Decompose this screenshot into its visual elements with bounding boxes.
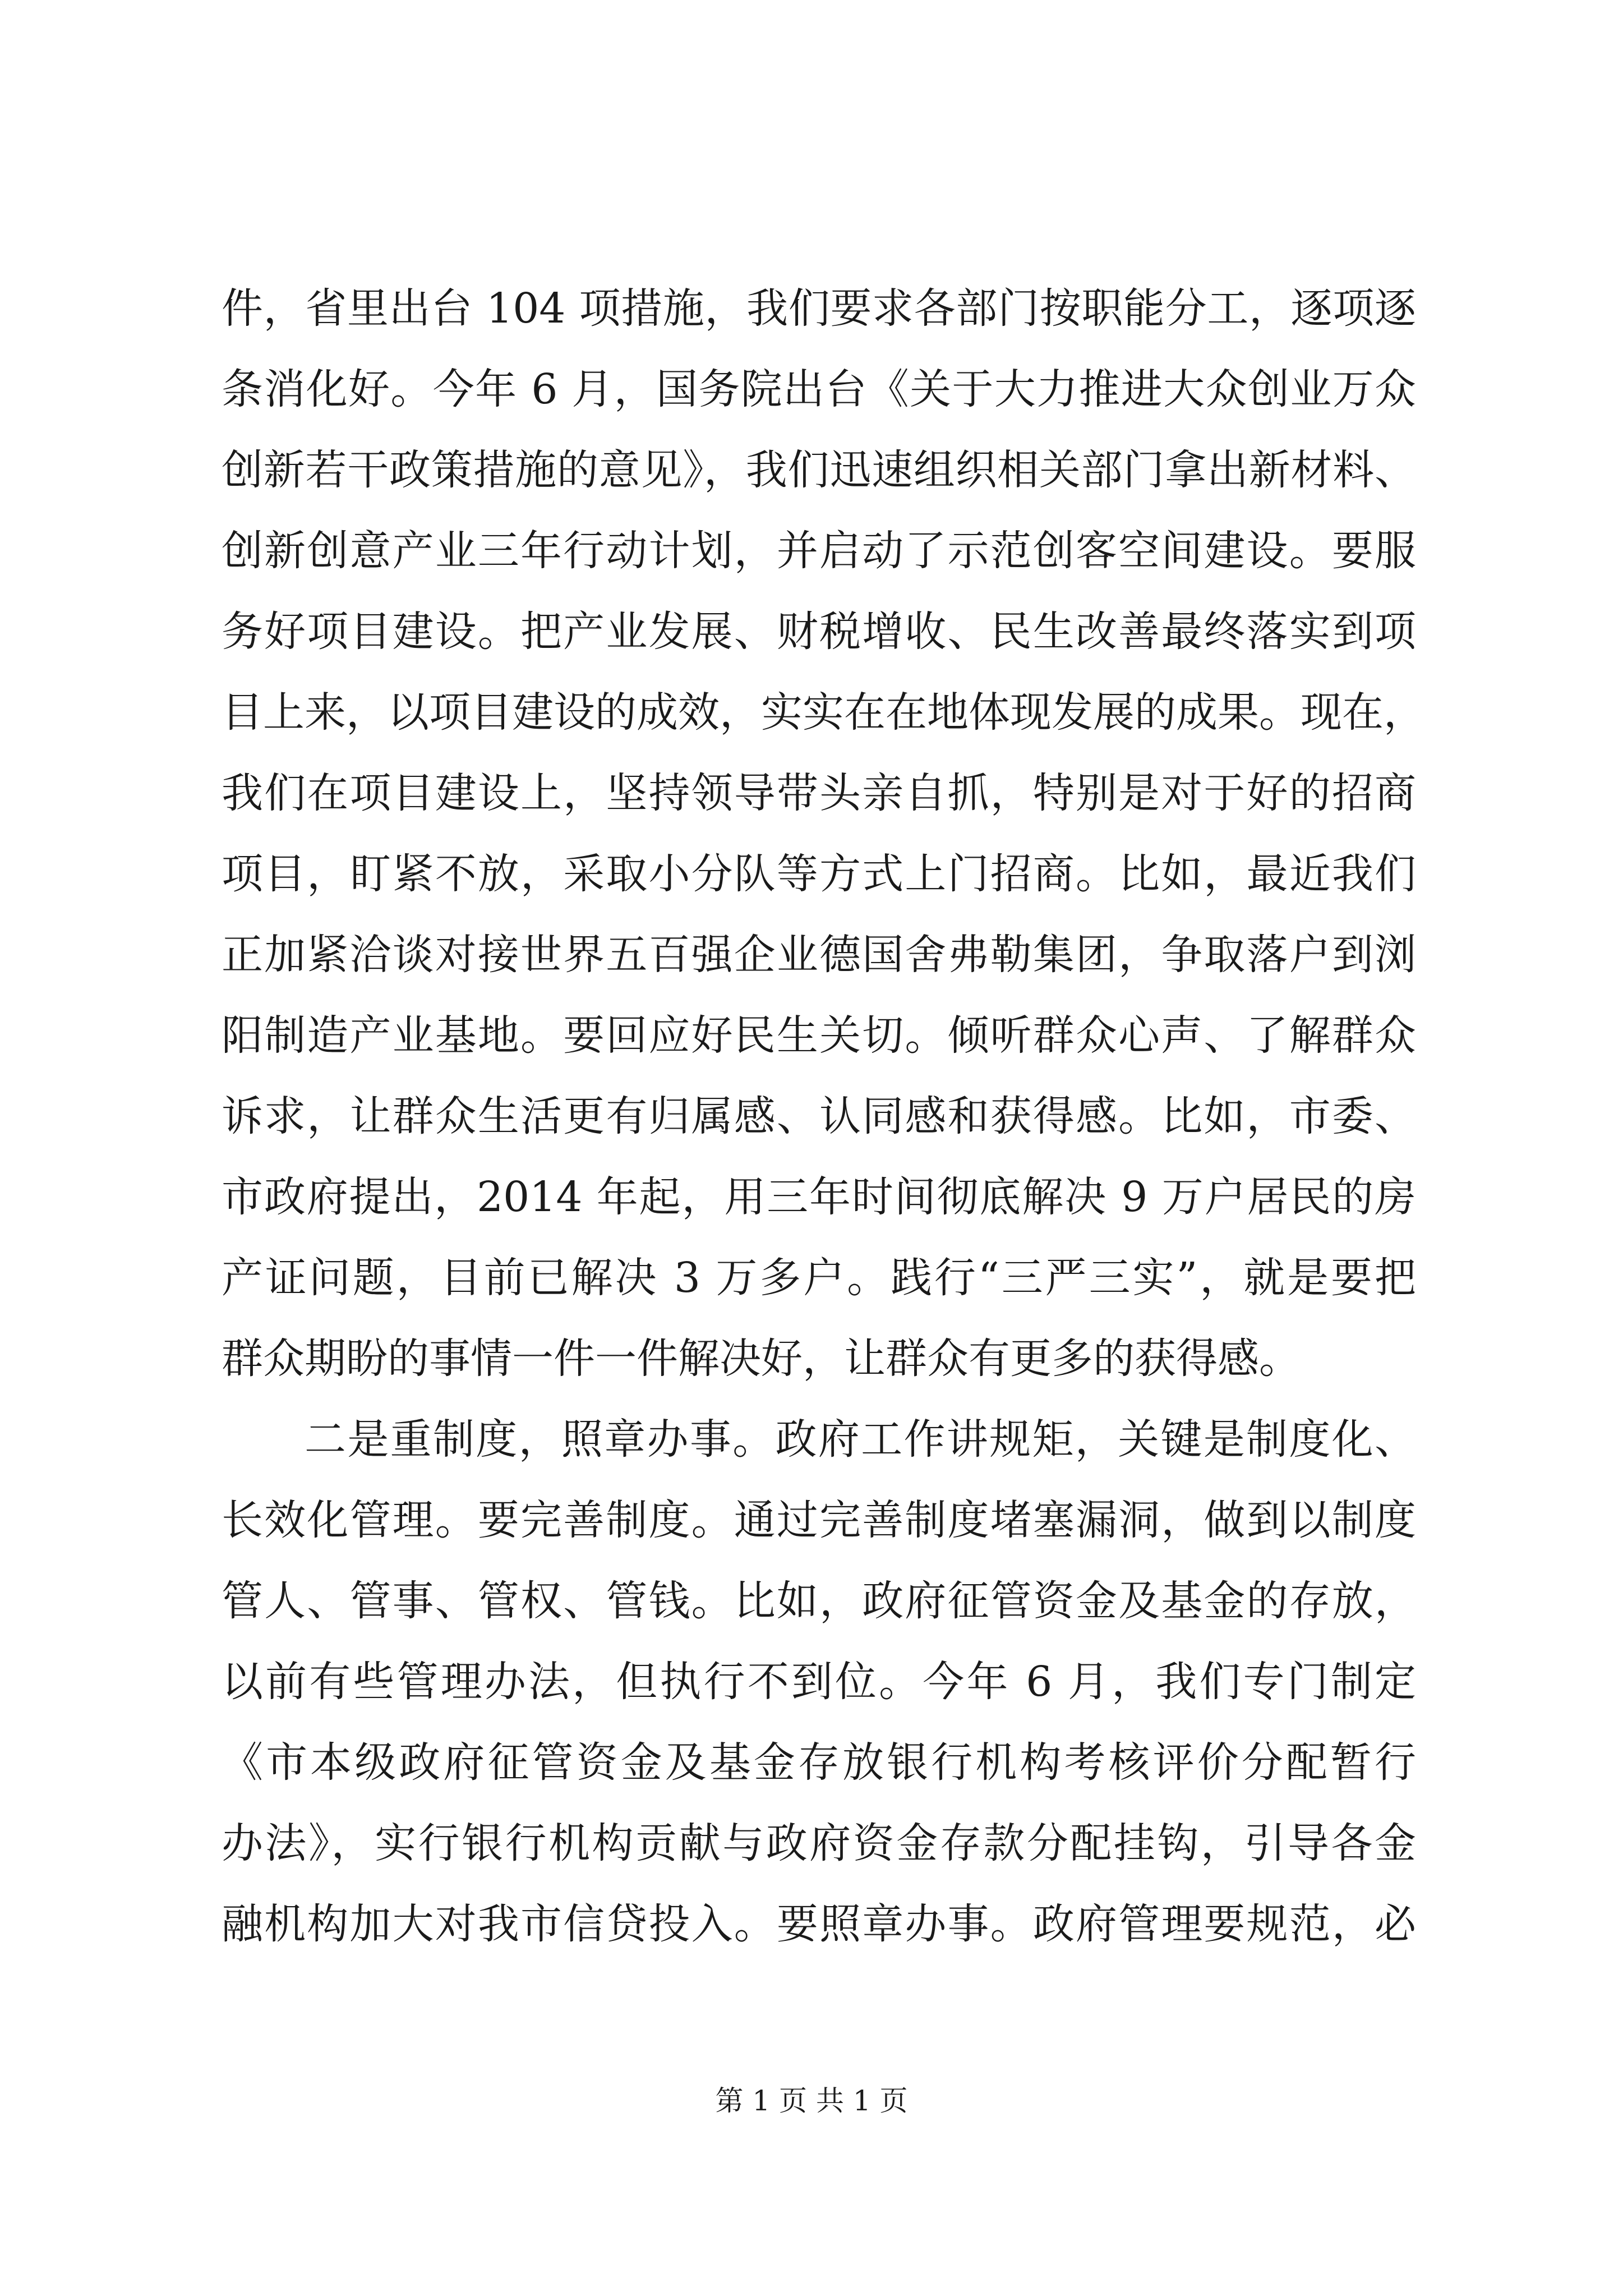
text-line: 阳制造产业基地。要回应好民生关切。倾听群众心声、了解群众: [222, 1011, 1416, 1060]
text-line: 诉求，让群众生活更有归属感、认同感和获得感。比如，市委、: [222, 1092, 1416, 1140]
page-footer: [0, 2081, 1623, 2120]
text-line: 市政府提出，2014 年起，用三年时间彻底解决 9 万户居民的房: [222, 1173, 1416, 1221]
text-line: 创新创意产业三年行动计划，并启动了示范创客空间建设。要服: [222, 527, 1416, 575]
text-line: 务好项目建设。把产业发展、财税增收、民生改善最终落实到项: [222, 608, 1416, 656]
text-line: 项目，盯紧不放，采取小分队等方式上门招商。比如，最近我们: [222, 850, 1416, 898]
page-number: 第 1 页 共 1 页: [715, 2085, 908, 2117]
text-line: 产证问题，目前已解决 3 万多户。践行“三严三实”，就是要把: [222, 1254, 1416, 1302]
text-line: 创新若干政策措施的意见》，我们迅速组织相关部门拿出新材料、: [222, 446, 1416, 494]
text-line: 以前有些管理办法，但执行不到位。今年 6 月，我们专门制定: [222, 1658, 1416, 1706]
body-text: [222, 268, 1425, 1964]
paragraph-start-line: 二是重制度，照章办事。政府工作讲规矩，关键是制度化、: [305, 1415, 1416, 1464]
text-line: 正加紧洽谈对接世界五百强企业德国舍弗勒集团，争取落户到浏: [222, 931, 1416, 979]
text-line: 目上来，以项目建设的成效，实实在在地体现发展的成果。现在，: [222, 688, 1425, 737]
text-line: 办法》，实行银行机构贡献与政府资金存款分配挂钩，引导各金: [222, 1819, 1416, 1867]
text-line: 管人、管事、管权、管钱。比如，政府征管资金及基金的存放，: [222, 1577, 1416, 1625]
text-line: 条消化好。今年 6 月，国务院出台《关于大力推进大众创业万众: [222, 365, 1416, 413]
text-line: 件，省里出台 104 项措施，我们要求各部门按职能分工，逐项逐: [222, 284, 1416, 333]
text-line: 长效化管理。要完善制度。通过完善制度堵塞漏洞，做到以制度: [222, 1496, 1416, 1544]
text-line: 融机构加大对我市信贷投入。要照章办事。政府管理要规范，必: [222, 1900, 1416, 1948]
text-line: 我们在项目建设上，坚持领导带头亲自抓，特别是对于好的招商: [222, 769, 1416, 817]
text-line: 群众期盼的事情一件一件解决好，让群众有更多的获得感。: [222, 1335, 1301, 1383]
text-line: 《市本级政府征管资金及基金存放银行机构考核评价分配暂行: [222, 1738, 1416, 1787]
